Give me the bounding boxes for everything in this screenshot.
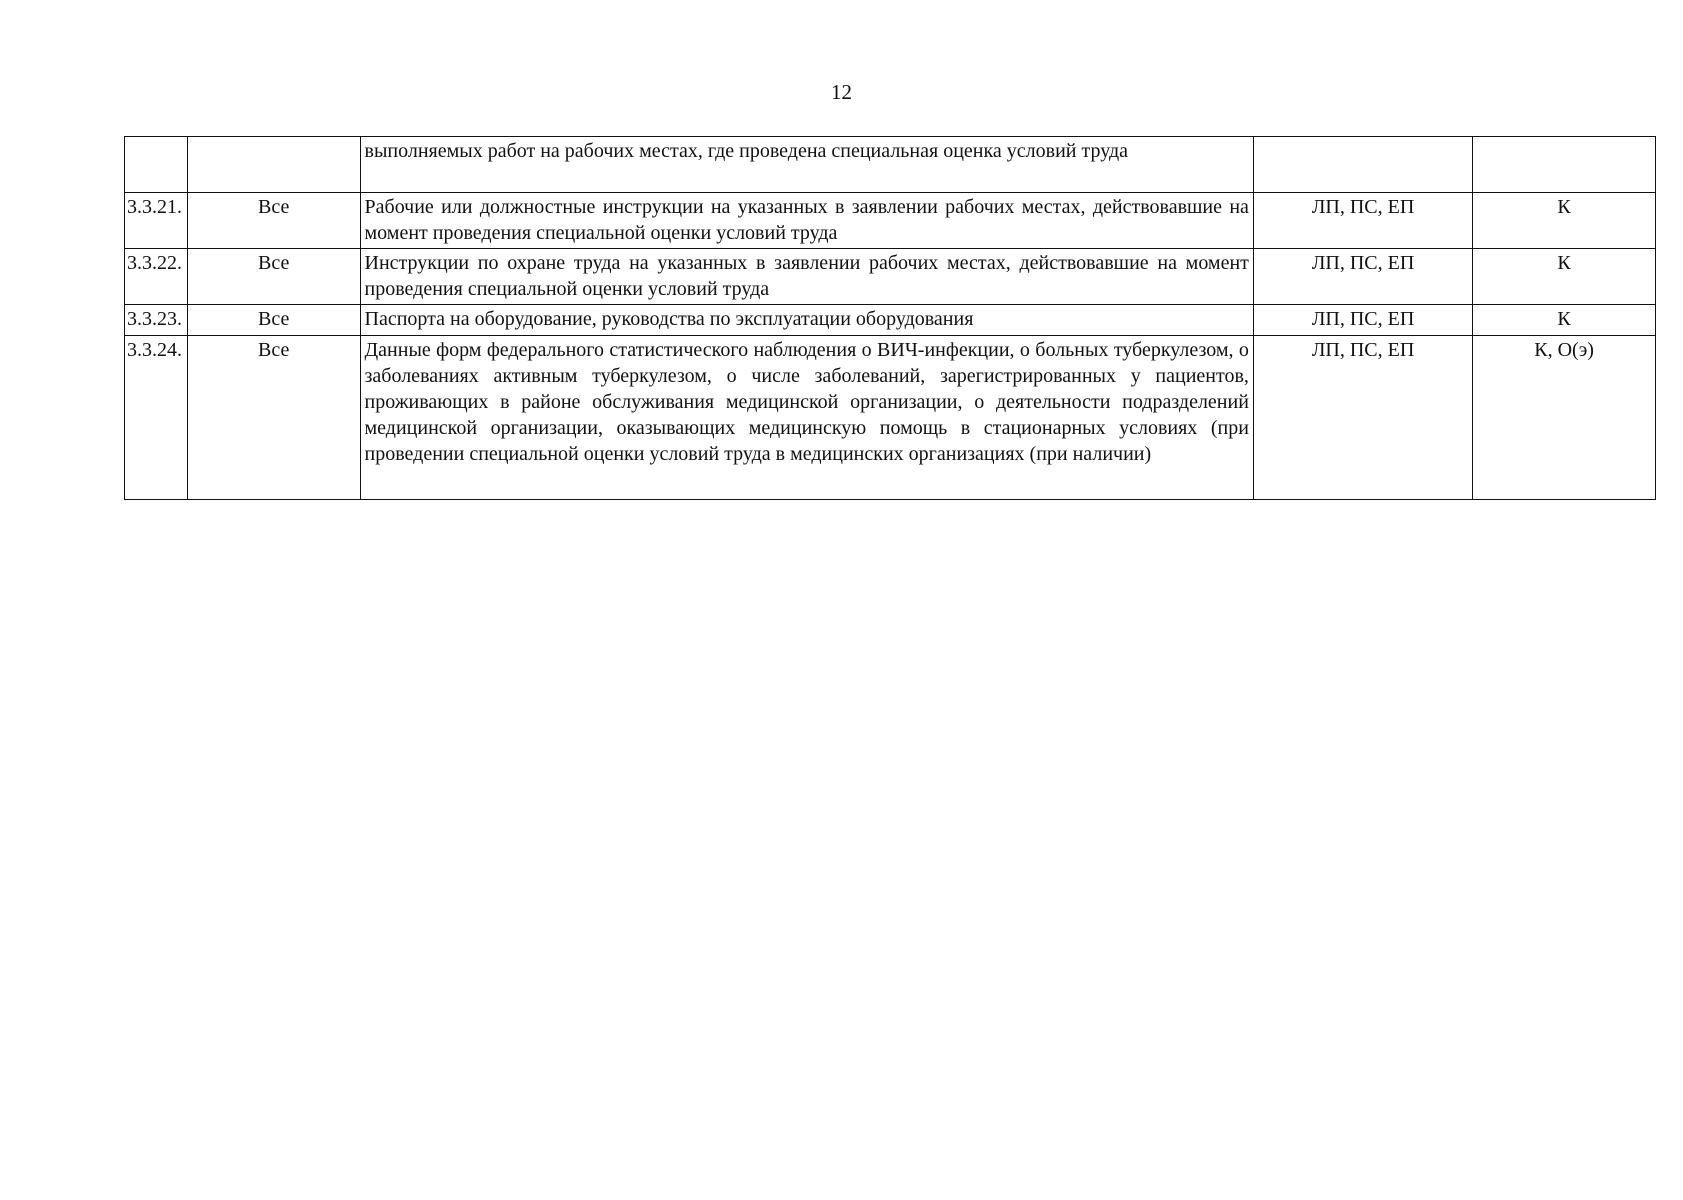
cell-kind: Все [187,193,360,249]
cell-number: 3.3.21. [125,193,188,249]
cell-kind [187,137,360,193]
table-row-continuation [125,137,1656,193]
page-number: 12 [831,80,852,104]
cell-submission: ЛП, ПС, ЕП [1253,336,1472,500]
cell-description: Инструкции по охране труда на указанных в заявлении рабочих местах, действовавшие на момент проведения специальной оценки условий труда [360,249,1253,305]
table-row [125,305,1656,336]
cell-form: К [1473,305,1656,336]
cell-number [125,137,188,193]
table-row [125,336,1656,500]
table-row [125,193,1656,249]
table-row [125,249,1656,305]
cell-form: К [1473,193,1656,249]
cell-number: 3.3.24. [125,336,188,500]
cell-form: К, О(э) [1473,336,1656,500]
cell-description: Паспорта на оборудование, руководства по эксплуатации оборудования [360,305,1253,336]
cell-description: Рабочие или должностные инструкции на указанных в заявлении рабочих местах, действовавшие на момент проведения специальной оценки условий труда [360,193,1253,249]
cell-submission: ЛП, ПС, ЕП [1253,305,1472,336]
cell-kind: Все [187,336,360,500]
cell-kind: Все [187,249,360,305]
cell-form [1473,137,1656,193]
cell-description: Данные форм федерального статистического наблюдения о ВИЧ-инфекции, о больных туберкулезом, о заболеваниях активным туберкулезом, о числе заболеваний, зарегистрированных у пациентов, проживающих в районе обслуживания медицинской организации, о деятельности подразделений медицинской организации, оказывающих медицинскую помощь в стационарных условиях (при проведении специальной оценки условий труда в медицинских организациях (при наличии) [360,336,1253,500]
cell-submission: ЛП, ПС, ЕП [1253,193,1472,249]
cell-number: 3.3.22. [125,249,188,305]
cell-submission [1253,137,1472,193]
document-table [124,136,1656,500]
cell-description: выполняемых работ на рабочих местах, где проведена специальная оценка условий труда [360,137,1253,193]
cell-form: К [1473,249,1656,305]
cell-submission: ЛП, ПС, ЕП [1253,249,1472,305]
cell-number: 3.3.23. [125,305,188,336]
cell-kind: Все [187,305,360,336]
